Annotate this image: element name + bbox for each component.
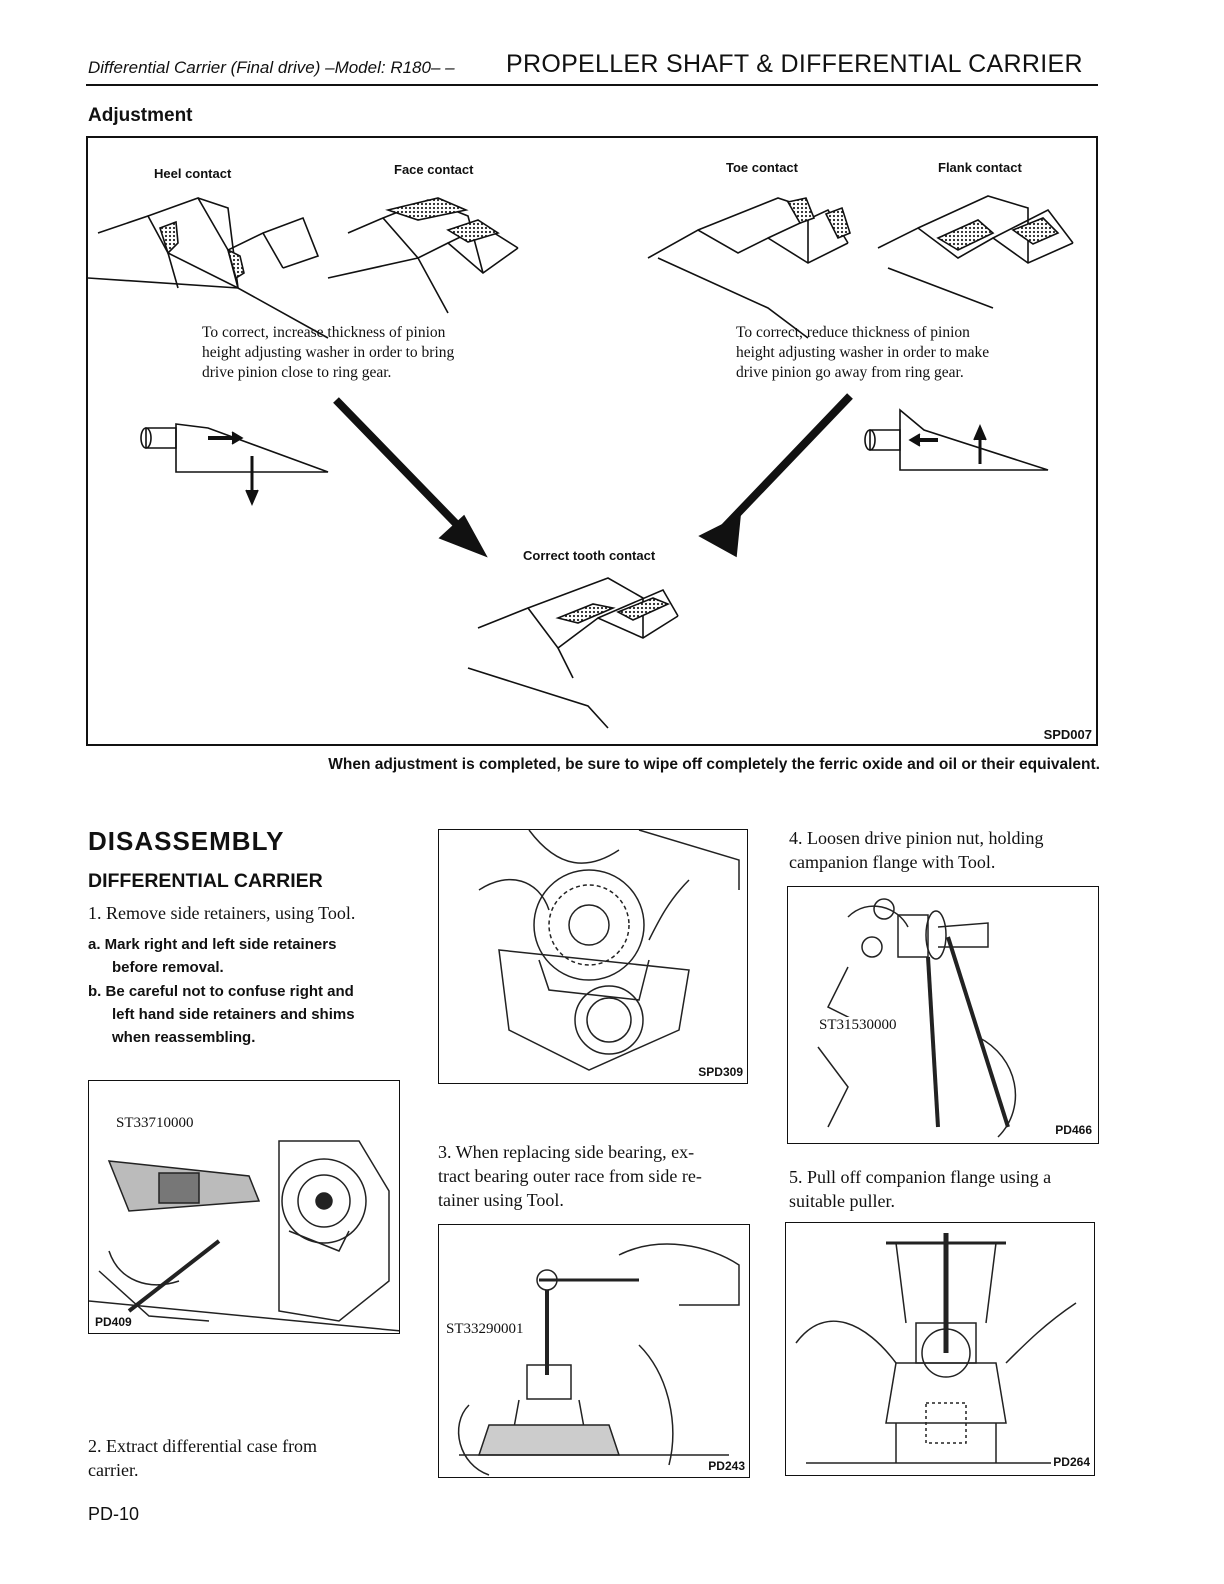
correct-contact-teeth <box>468 578 678 728</box>
caution-a <box>88 933 398 979</box>
header-rule <box>86 84 1098 86</box>
tool-number: ST33290001 <box>446 1321 524 1337</box>
note-right-line: drive pinion go away from ring gear. <box>736 364 964 381</box>
caution-line: before removal. <box>112 959 224 976</box>
note-left-line: To correct, increase thickness of pinion <box>202 324 446 341</box>
caution-line: left hand side retainers and shims <box>112 1006 355 1023</box>
step-line: suitable puller. <box>789 1191 895 1211</box>
figure-code: PD409 <box>95 1315 132 1329</box>
step-line: carrier. <box>88 1460 139 1480</box>
figure-pull-companion-flange <box>785 1222 1095 1476</box>
differential-case-illustration <box>439 830 748 1084</box>
differential-carrier-heading: DIFFERENTIAL CARRIER <box>88 870 323 892</box>
step-line: tainer using Tool. <box>438 1190 564 1210</box>
label-correct-contact: Correct tooth contact <box>523 548 656 563</box>
figure-code: PD264 <box>1053 1455 1090 1469</box>
note-reduce-thickness <box>736 323 989 383</box>
figure-code: PD243 <box>708 1459 745 1473</box>
correction-arrows <box>336 396 850 556</box>
page-number: PD-10 <box>88 1504 140 1524</box>
step-line: tract bearing outer race from side re- <box>438 1166 702 1186</box>
step-line: 5. Pull off companion flange using a <box>789 1167 1052 1187</box>
tool-number: ST31530000 <box>819 1017 897 1033</box>
label-heel-contact: Heel contact <box>154 166 232 181</box>
label-flank-contact: Flank contact <box>938 160 1022 175</box>
bearing-race-illustration <box>439 1225 750 1478</box>
adjustment-heading: Adjustment <box>88 105 193 126</box>
tool-number: ST33710000 <box>116 1115 194 1131</box>
caution-line: when reassembling. <box>112 1029 256 1046</box>
header-section-title: Differential Carrier (Final drive) –Model: R180– – <box>88 58 455 77</box>
label-toe-contact: Toe contact <box>726 160 798 175</box>
figure-loosen-pinion-nut <box>787 886 1099 1144</box>
flank-contact-teeth <box>878 196 1073 308</box>
step-4 <box>789 826 1101 874</box>
figure-code: SPD309 <box>698 1065 743 1079</box>
step-line: 4. Loosen drive pinion nut, holding <box>789 828 1044 848</box>
figure-extract-differential-case <box>438 829 748 1084</box>
step-line: campanion flange with Tool. <box>789 852 996 872</box>
pinion-shift-right-sketch <box>865 410 1048 470</box>
figure-code: SPD007 <box>1043 727 1092 742</box>
figure-extract-bearing-race <box>438 1224 750 1478</box>
companion-flange-illustration <box>786 1223 1095 1476</box>
disassembly-heading: DISASSEMBLY <box>88 826 285 856</box>
step-1: 1. Remove side retainers, using Tool. <box>88 903 356 923</box>
caution-line: a. Mark right and left side retainers <box>88 936 337 953</box>
note-left-line: height adjusting washer in order to bring <box>202 344 455 361</box>
adjustment-notice: When adjustment is completed, be sure to wipe off completely the ferric oxide and oil or their equivalent. <box>328 756 1100 773</box>
figure-remove-side-retainer <box>88 1080 400 1334</box>
pinion-nut-illustration <box>788 887 1099 1144</box>
step-2 <box>88 1434 396 1482</box>
note-left-line: drive pinion close to ring gear. <box>202 364 392 381</box>
note-right-line: height adjusting washer in order to make <box>736 344 990 361</box>
step-line: 3. When replacing side bearing, ex- <box>438 1142 695 1162</box>
tooth-contact-illustration <box>88 138 1096 744</box>
label-face-contact: Face contact <box>394 162 474 177</box>
note-right-line: To correct, reduce thickness of pinion <box>736 324 970 341</box>
caution-b <box>88 980 398 1049</box>
face-contact-teeth <box>328 198 518 313</box>
figure-code: PD466 <box>1055 1123 1092 1137</box>
heel-contact-teeth <box>88 198 328 338</box>
note-increase-thickness <box>202 323 454 383</box>
tooth-contact-diagram <box>86 136 1098 746</box>
step-3 <box>438 1140 750 1212</box>
step-5 <box>789 1165 1101 1213</box>
step-line: 2. Extract differential case from <box>88 1436 318 1456</box>
caution-line: b. Be careful not to confuse right and <box>88 983 354 1000</box>
pinion-shift-left-sketch <box>141 424 328 504</box>
header-chapter-title: PROPELLER SHAFT & DIFFERENTIAL CARRIER <box>506 50 1083 78</box>
toe-contact-teeth <box>648 198 850 338</box>
